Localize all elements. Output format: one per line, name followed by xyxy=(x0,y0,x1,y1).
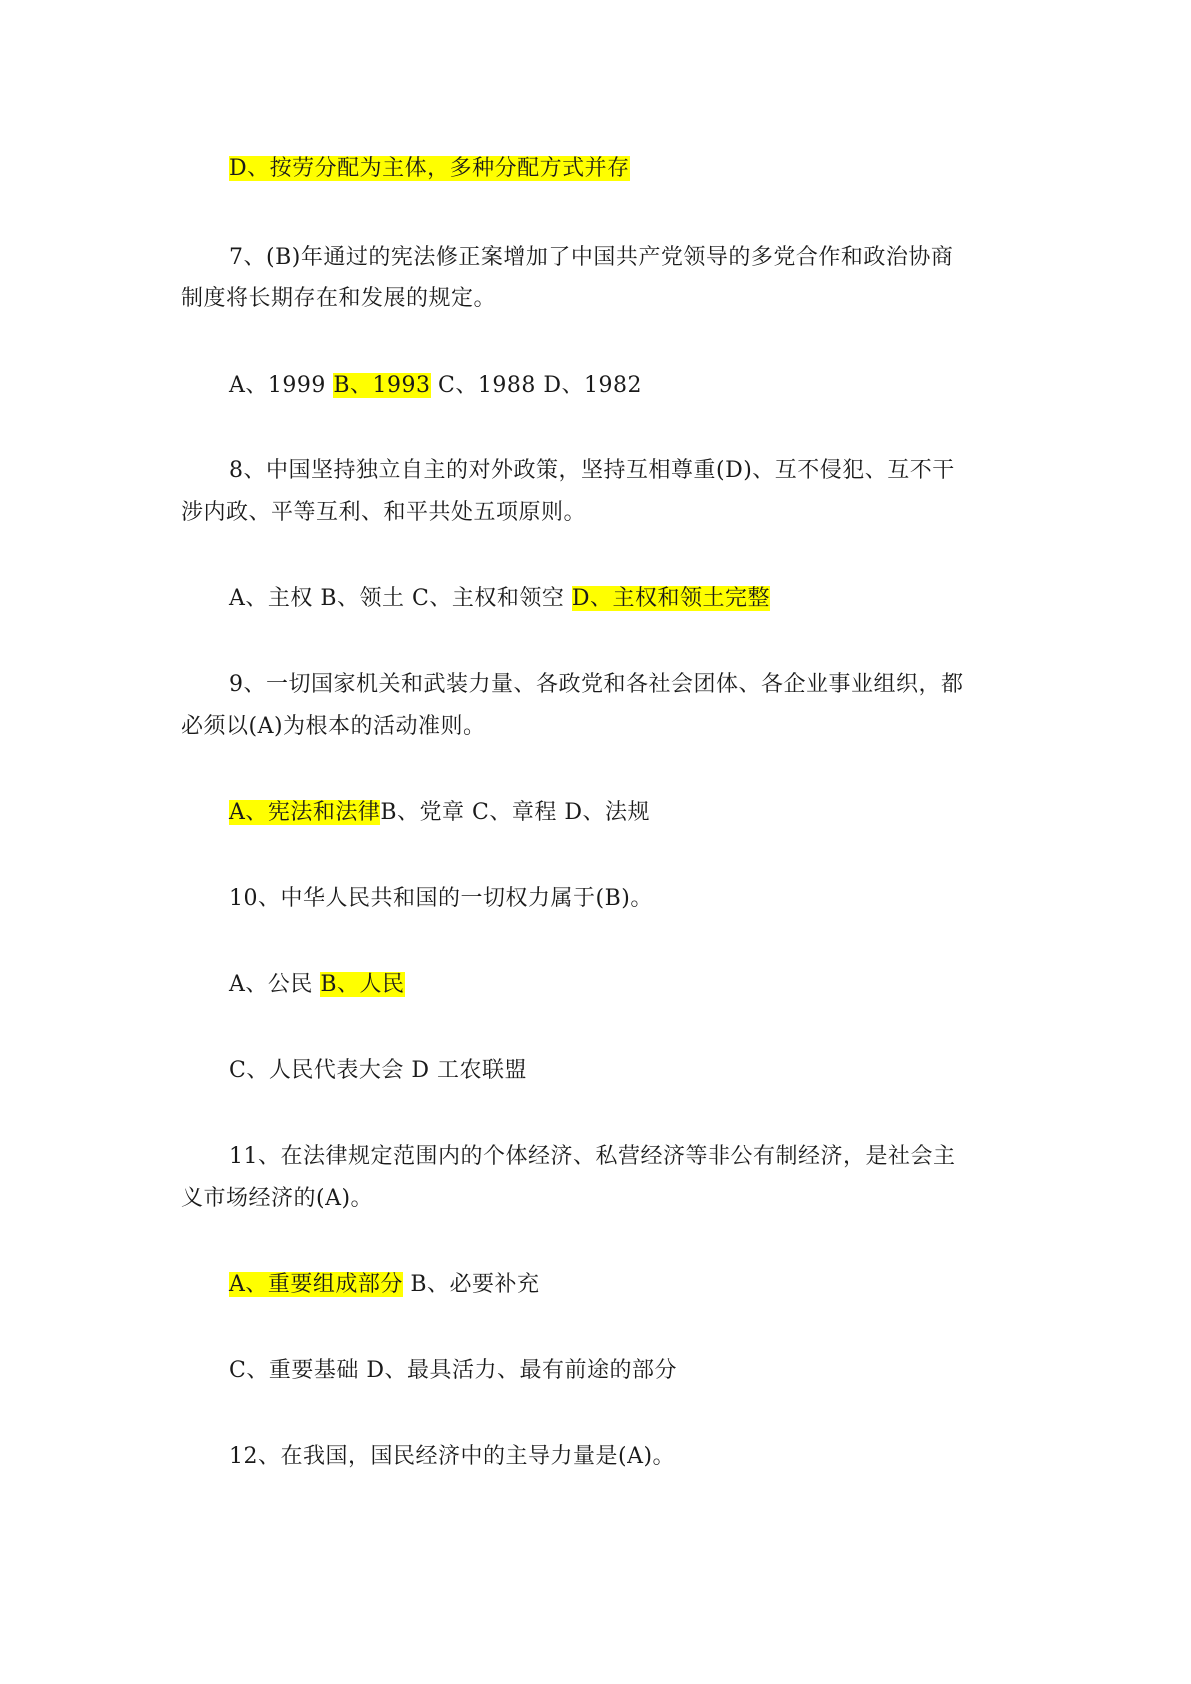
option-text: C、1988 D、1982 xyxy=(430,373,642,398)
question-10: 10、中华人民共和国的一切权力属于(B)。 xyxy=(229,886,653,911)
option-text: A、主权 B、领土 C、主权和领空 xyxy=(229,586,572,611)
highlighted-answer: D、主权和领土完整 xyxy=(571,586,771,611)
question-7-options xyxy=(229,371,642,401)
option-text: A、公民 xyxy=(229,972,321,997)
highlighted-answer: A、宪法和法律 xyxy=(229,800,381,825)
highlighted-answer: A、重要组成部分 xyxy=(229,1272,403,1297)
question-11-options-1 xyxy=(229,1270,540,1300)
question-10-options-2: C、人民代表大会 D 工农联盟 xyxy=(229,1058,527,1083)
question-11-options-2: C、重要基础 D、最具活力、最有前途的部分 xyxy=(229,1358,677,1383)
option-text: B、党章 C、章程 D、法规 xyxy=(380,800,651,825)
question-12: 12、在我国，国民经济中的主导力量是(A)。 xyxy=(229,1444,676,1469)
question-7-line-2: 制度将长期存在和发展的规定。 xyxy=(181,286,497,311)
option-text: A、1999 xyxy=(229,373,334,398)
highlighted-answer: B、人民 xyxy=(320,972,405,997)
question-7-line-1: 7、(B)年通过的宪法修正案增加了中国共产党领导的多党合作和政治协商 xyxy=(229,245,954,270)
question-8-options xyxy=(229,584,770,614)
question-9-options xyxy=(229,798,650,828)
question-11-line-2: 义市场经济的(A)。 xyxy=(181,1186,374,1211)
question-8-line-2: 涉内政、平等互利、和平共处五项原则。 xyxy=(181,500,587,525)
highlighted-answer: B、1993 xyxy=(333,373,431,398)
question-11-line-1: 11、在法律规定范围内的个体经济、私营经济等非公有制经济，是社会主 xyxy=(229,1144,956,1169)
question-10-options-1 xyxy=(229,970,405,1000)
question-8-line-1: 8、中国坚持独立自主的对外政策，坚持互相尊重(D)、互不侵犯、互不干 xyxy=(229,458,955,483)
question-9-line-2: 必须以(A)为根本的活动准则。 xyxy=(181,714,486,739)
question-9-line-1: 9、一切国家机关和武装力量、各政党和各社会团体、各企业事业组织，都 xyxy=(229,672,964,697)
highlighted-answer: D、按劳分配为主体，多种分配方式并存 xyxy=(229,156,630,181)
option-text: B、必要补充 xyxy=(402,1272,540,1297)
answer-option-line xyxy=(229,154,630,184)
